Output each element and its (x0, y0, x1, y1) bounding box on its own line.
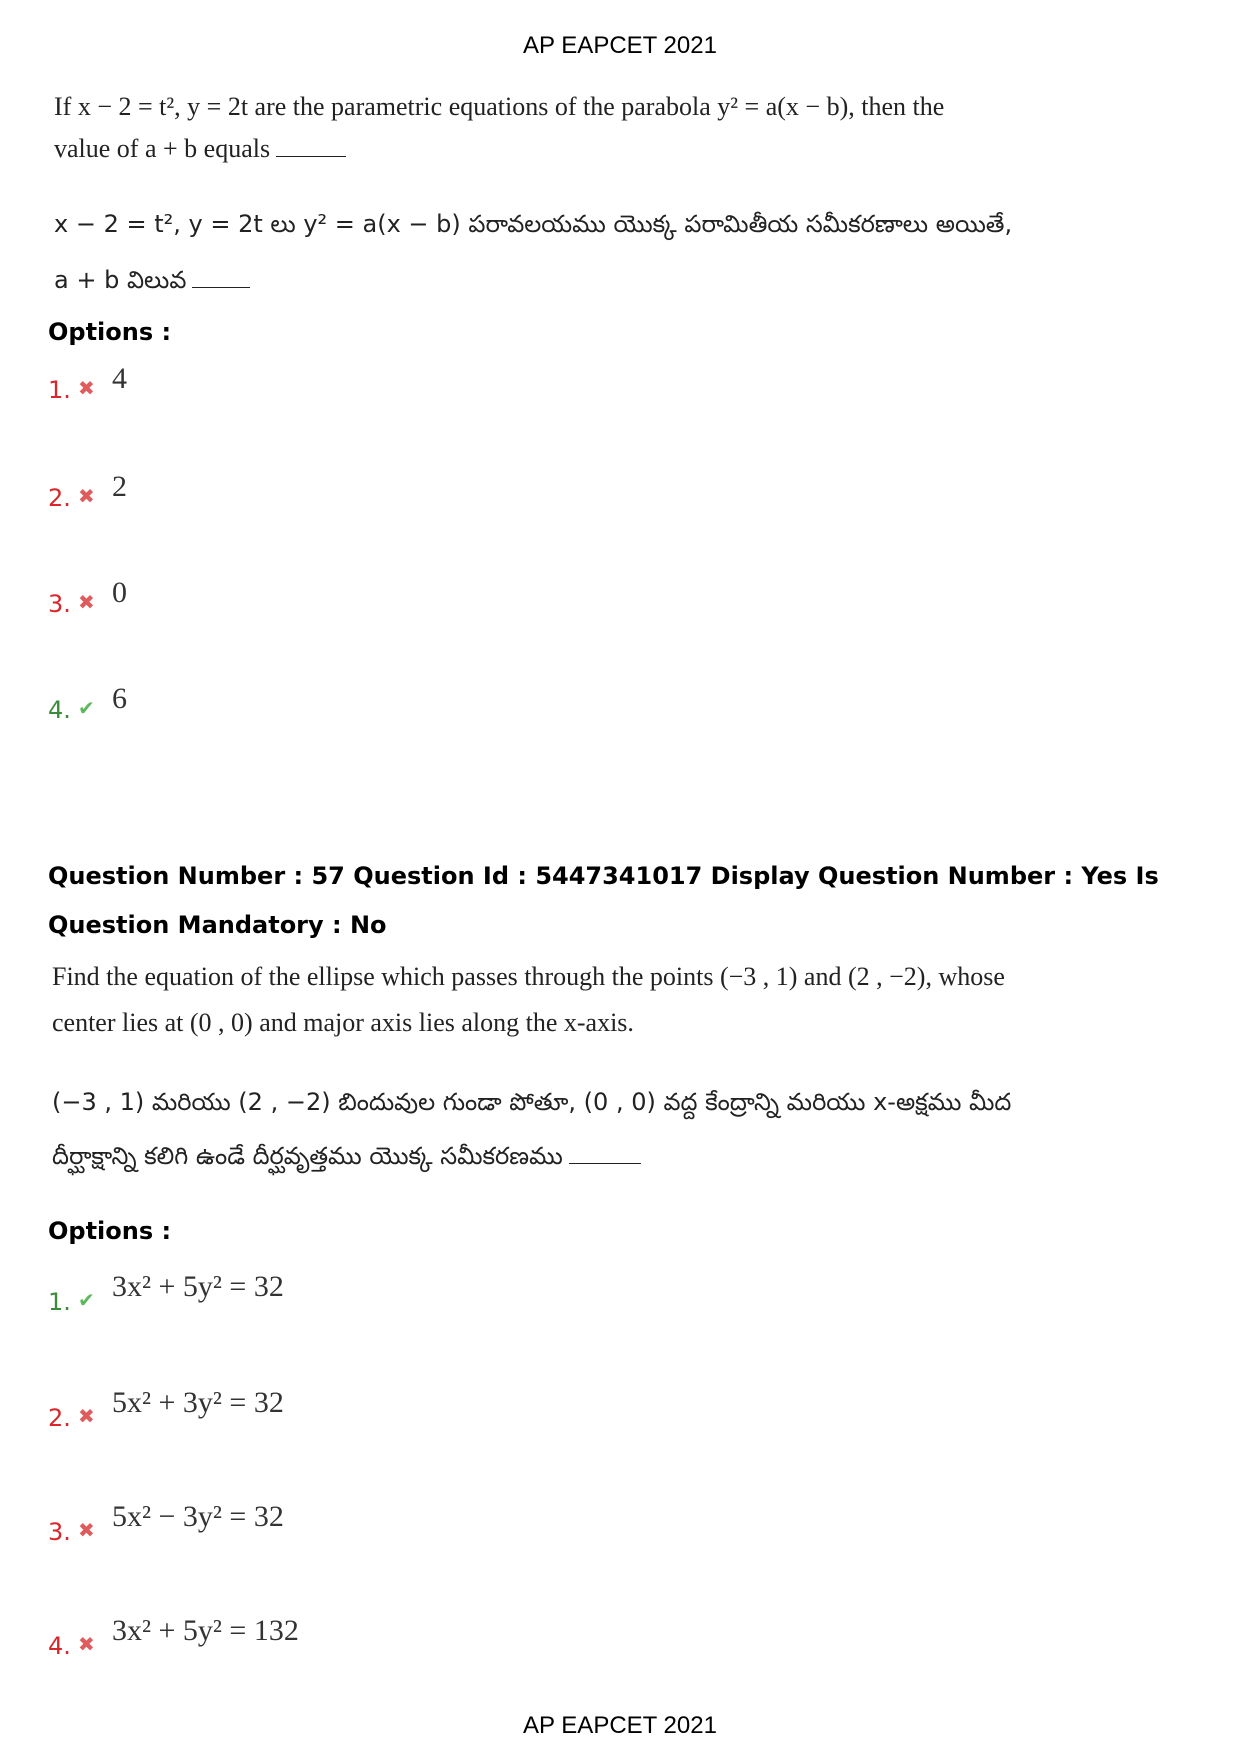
answer-blank (192, 287, 250, 288)
q56-telugu-line-2 (54, 266, 250, 300)
option-number: 1. (48, 376, 71, 404)
q57-telugu-line-1: (−3 , 1) మరియు (2 , −2) బిందువుల గుండా పోతూ, (0 , 0) వద్ద కేంద్రాన్ని మరియు x-అక్షము మీద (52, 1088, 1012, 1116)
q57-telugu-line-2 (52, 1142, 641, 1176)
option-value: 2 (112, 470, 127, 503)
correct-check-icon: ✔ (78, 696, 95, 720)
q57-question-meta: Question Number : 57 Question Id : 5447341017 Display Question Number : Yes Is Question Mandatory : No (48, 862, 1159, 939)
option-number: 2. (48, 1404, 71, 1432)
option-value: 5x² − 3y² = 32 (112, 1500, 284, 1533)
q57-question-image (52, 960, 1012, 1180)
wrong-mark-icon: ✖ (78, 1404, 95, 1428)
q56-english-line-1: If x − 2 = t², y = 2t are the parametric equations of the parabola y² = a(x − b), then the (54, 92, 945, 121)
option-number: 4. (48, 696, 71, 724)
option-number: 3. (48, 1518, 71, 1546)
wrong-mark-icon: ✖ (78, 376, 95, 400)
option-number: 3. (48, 590, 71, 618)
option-value: 3x² + 5y² = 32 (112, 1270, 284, 1303)
q56-question-image (54, 88, 1013, 298)
wrong-mark-icon: ✖ (78, 484, 95, 508)
page-footer: AP EAPCET 2021 (523, 1712, 717, 1739)
wrong-mark-icon: ✖ (78, 1632, 95, 1656)
option-number: 1. (48, 1288, 71, 1316)
q57-english-line-1: Find the equation of the ellipse which passes through the points (−3 , 1) and (2 , −2), whose (52, 962, 1005, 991)
q57-options-label: Options : (48, 1217, 172, 1245)
wrong-mark-icon: ✖ (78, 590, 95, 614)
option-value: 6 (112, 682, 127, 715)
option-value: 0 (112, 576, 127, 609)
q56-english-line-2 (54, 134, 346, 164)
q56-english-line-2-text: value of a + b equals (54, 134, 271, 163)
option-number: 4. (48, 1632, 71, 1660)
wrong-mark-icon: ✖ (78, 1518, 95, 1542)
q56-telugu-line-1: x − 2 = t², y = 2t లు y² = a(x − b) పరావలయము యొక్క పరామితీయ సమీకరణాలు అయితే, (54, 210, 1013, 238)
answer-blank (569, 1163, 641, 1164)
q57-english-line-2: center lies at (0 , 0) and major axis lies along the x-axis. (52, 1008, 634, 1037)
page-header: AP EAPCET 2021 (523, 32, 717, 59)
q57-telugu-line-2-text: దీర్ఘాక్షాన్ని కలిగి ఉండే దీర్ఘవృత్తము యొక్క సమీకరణము (52, 1142, 563, 1170)
correct-check-icon: ✔ (78, 1288, 95, 1312)
q56-telugu-line-2-text: a + b విలువ (54, 266, 187, 294)
option-value: 3x² + 5y² = 132 (112, 1614, 299, 1647)
option-number: 2. (48, 484, 71, 512)
answer-blank (276, 156, 346, 157)
option-value: 4 (112, 362, 127, 395)
q56-options-label: Options : (48, 318, 172, 346)
option-value: 5x² + 3y² = 32 (112, 1386, 284, 1419)
